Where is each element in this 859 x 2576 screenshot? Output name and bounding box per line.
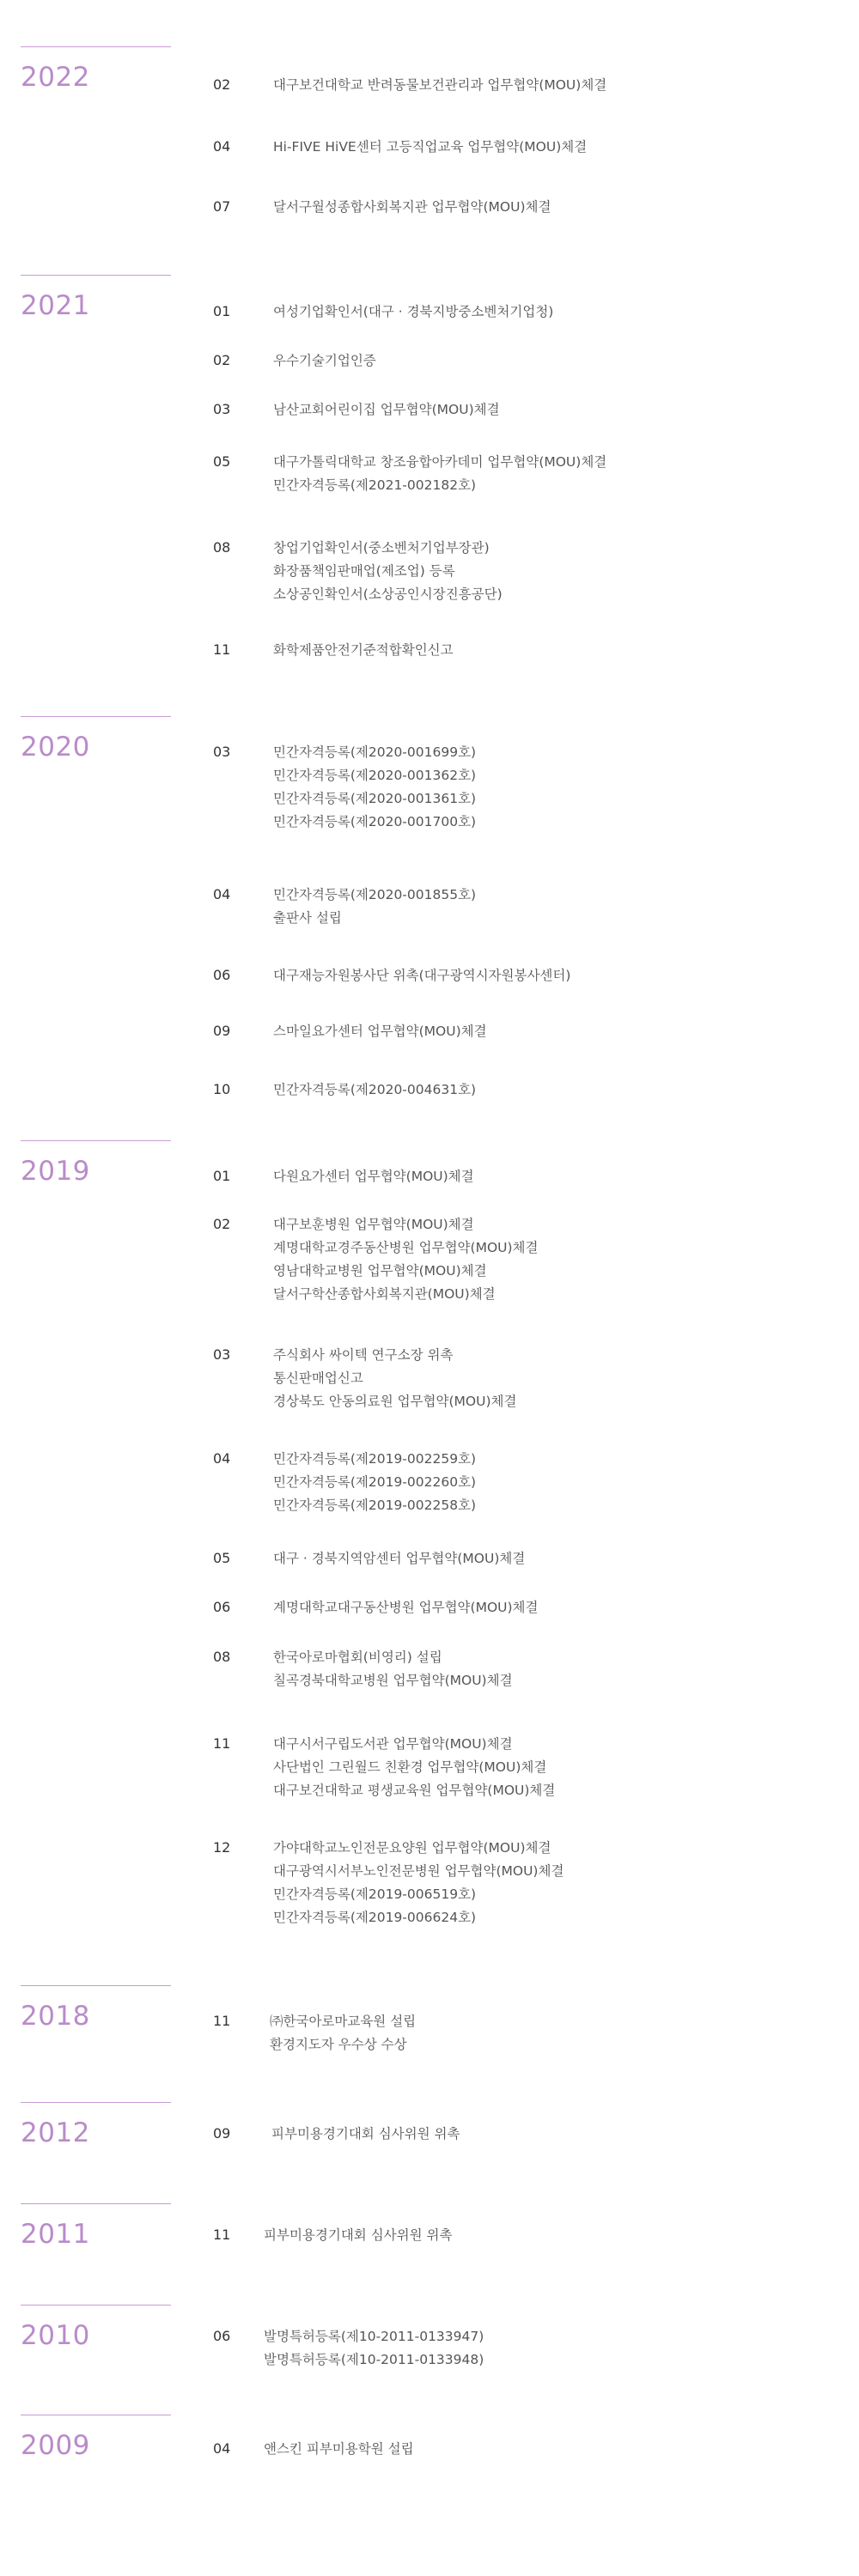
entry-line: 통신판매업신고 <box>273 1370 363 1386</box>
entry-line: 발명특허등록(제10-2011-0133948) <box>264 2352 484 2367</box>
entry-description <box>273 72 606 99</box>
entry-description <box>273 449 606 499</box>
year-label: 2010 <box>21 2320 90 2351</box>
entry-line: 달서구월성종합사회복지관 업무협약(MOU)체결 <box>273 199 551 215</box>
year-label: 2018 <box>21 2001 90 2032</box>
entry-description <box>271 2121 460 2148</box>
entry-description <box>273 134 587 161</box>
entry-line: 대구가톨릭대학교 창조융합아카데미 업무협약(MOU)체결 <box>273 454 607 470</box>
entry-description <box>273 1018 487 1045</box>
year-label: 2022 <box>21 62 90 93</box>
entry-month: 01 <box>213 1168 231 1184</box>
entry-line: 발명특허등록(제10-2011-0133947) <box>264 2329 484 2344</box>
year-divider <box>21 2203 171 2204</box>
entry-line: 대구재능자원봉사단 위촉(대구광역시자원봉사센터) <box>273 968 571 983</box>
entry-line: 한국아로마협회(비영리) 설립 <box>273 1649 442 1665</box>
entry-month: 02 <box>213 1216 231 1232</box>
entry-line: 대구보건대학교 반려동물보건관리과 업무협약(MOU)체결 <box>273 77 607 93</box>
year-label: 2020 <box>21 732 90 762</box>
entry-month: 02 <box>213 76 231 93</box>
entry-line: 스마일요가센터 업무협약(MOU)체결 <box>273 1024 487 1039</box>
entry-month: 08 <box>213 1649 231 1665</box>
entry-description <box>273 299 553 325</box>
entry-line: 민간자격등록(제2020-001700호) <box>273 814 477 829</box>
entry-month: 03 <box>213 1346 231 1363</box>
entry-description <box>273 348 376 374</box>
entry-month: 05 <box>213 453 231 470</box>
year-label: 2019 <box>21 1156 90 1187</box>
entry-month: 04 <box>213 886 231 902</box>
entry-line: 민간자격등록(제2020-001361호) <box>273 791 477 806</box>
entry-line: 대구보건대학교 평생교육원 업무협약(MOU)체결 <box>273 1783 556 1798</box>
entry-month: 11 <box>213 641 231 658</box>
entry-line: 소상공인확인서(소상공인시장진흥공단) <box>273 586 503 602</box>
year-label: 2011 <box>21 2219 90 2250</box>
entry-description <box>273 194 551 221</box>
entry-month: 07 <box>213 198 231 215</box>
entry-month: 11 <box>213 2227 231 2243</box>
year-divider <box>21 2102 171 2103</box>
year-divider <box>21 275 171 276</box>
entry-description <box>273 1446 476 1519</box>
entry-description <box>273 739 476 835</box>
entry-description <box>264 2324 484 2373</box>
entry-line: 달서구학산종합사회복지관(MOU)체결 <box>273 1286 496 1302</box>
entry-month: 03 <box>213 744 231 760</box>
entry-line: Hi-FIVE HiVE센터 고등직업교육 업무협약(MOU)체결 <box>273 139 588 155</box>
entry-month: 09 <box>213 1023 231 1039</box>
entry-line: 민간자격등록(제2019-006624호) <box>273 1910 477 1925</box>
entry-line: 화장품책임판매업(제조업) 등록 <box>273 563 455 579</box>
entry-description <box>273 1595 538 1621</box>
entry-line: 환경지도자 우수상 수상 <box>270 2037 407 2052</box>
year-divider <box>21 2305 171 2306</box>
entry-month: 10 <box>213 1081 231 1097</box>
entry-description <box>273 1835 564 1931</box>
entry-line: 대구 · 경북지역암센터 업무협약(MOU)체결 <box>273 1551 526 1566</box>
entry-month: 06 <box>213 967 231 983</box>
entry-month: 03 <box>213 401 231 417</box>
entry-description <box>264 2436 414 2463</box>
entry-line: 남산교회어린이집 업무협약(MOU)체결 <box>273 402 500 417</box>
entry-line: 계명대학교대구동산병원 업무협약(MOU)체결 <box>273 1600 539 1615</box>
year-label: 2021 <box>21 290 90 321</box>
entry-line: 민간자격등록(제2019-002259호) <box>273 1451 477 1467</box>
entry-description <box>273 637 454 664</box>
entry-line: 영남대학교병원 업무협약(MOU)체결 <box>273 1263 487 1279</box>
entry-line: 민간자격등록(제2019-006519호) <box>273 1886 477 1902</box>
year-label: 2012 <box>21 2117 90 2148</box>
entry-line: 대구광역시서부노인전문병원 업무협약(MOU)체결 <box>273 1863 564 1879</box>
entry-description <box>273 963 570 989</box>
entry-month: 06 <box>213 1599 231 1615</box>
entry-line: 민간자격등록(제2019-002260호) <box>273 1474 477 1490</box>
entry-description <box>273 1546 525 1572</box>
entry-description <box>273 1731 555 1804</box>
entry-month: 04 <box>213 2440 231 2457</box>
entry-description <box>273 1212 538 1308</box>
entry-description <box>273 882 476 932</box>
entry-description <box>273 1342 516 1415</box>
entry-month: 04 <box>213 138 231 155</box>
entry-description <box>273 397 500 423</box>
entry-line: 대구보훈병원 업무협약(MOU)체결 <box>273 1217 474 1232</box>
entry-line: 사단법인 그린월드 친환경 업무협약(MOU)체결 <box>273 1759 547 1775</box>
entry-line: 피부미용경기대회 심사위원 위촉 <box>264 2227 453 2243</box>
entry-line: 우수기술기업인증 <box>273 353 376 368</box>
entry-month: 09 <box>213 2125 231 2142</box>
entry-month: 05 <box>213 1550 231 1566</box>
entry-line: 주식회사 싸이텍 연구소장 위촉 <box>273 1347 454 1363</box>
entry-description <box>273 535 503 608</box>
entry-month: 11 <box>213 2013 231 2029</box>
entry-description <box>273 1163 474 1190</box>
entry-description <box>273 1077 476 1103</box>
entry-description <box>273 1644 513 1694</box>
entry-line: 민간자격등록(제2020-001855호) <box>273 887 477 902</box>
entry-line: 민간자격등록(제2020-004631호) <box>273 1082 477 1097</box>
entry-month: 08 <box>213 539 231 556</box>
year-divider <box>21 46 171 47</box>
entry-month: 04 <box>213 1450 231 1467</box>
entry-line: 민간자격등록(제2019-002258호) <box>273 1498 477 1513</box>
entry-line: 민간자격등록(제2020-001362호) <box>273 768 477 783</box>
entry-line: 창업기업확인서(중소벤처기업부장관) <box>273 540 490 556</box>
entry-line: 민간자격등록(제2020-001699호) <box>273 744 477 760</box>
entry-line: 피부미용경기대회 심사위원 위촉 <box>271 2126 460 2142</box>
entry-line: 경상북도 안동의료원 업무협약(MOU)체결 <box>273 1394 517 1409</box>
year-divider <box>21 1140 171 1141</box>
entry-month: 01 <box>213 303 231 319</box>
entry-month: 11 <box>213 1735 231 1752</box>
entry-month: 12 <box>213 1839 231 1856</box>
entry-line: ㈜한국아로마교육원 설립 <box>270 2014 417 2029</box>
entry-month: 02 <box>213 352 231 368</box>
entry-line: 여성기업확인서(대구 · 경북지방중소벤처기업청) <box>273 304 554 319</box>
entry-month: 06 <box>213 2328 231 2344</box>
entry-line: 대구시서구립도서관 업무협약(MOU)체결 <box>273 1736 513 1752</box>
entry-line: 화학제품안전기준적합확인신고 <box>273 642 454 658</box>
entry-description <box>270 2008 416 2058</box>
entry-line: 다원요가센터 업무협약(MOU)체결 <box>273 1169 474 1184</box>
year-label: 2009 <box>21 2430 90 2461</box>
year-divider <box>21 1985 171 1986</box>
entry-line: 칠곡경북대학교병원 업무협약(MOU)체결 <box>273 1673 513 1688</box>
entry-description <box>264 2222 452 2249</box>
entry-line: 계명대학교경주동산병원 업무협약(MOU)체결 <box>273 1240 539 1255</box>
entry-line: 출판사 설립 <box>273 910 342 926</box>
entry-line: 앤스킨 피부미용학원 설립 <box>264 2441 414 2457</box>
entry-line: 가야대학교노인전문요양원 업무협약(MOU)체결 <box>273 1840 551 1856</box>
year-divider <box>21 716 171 717</box>
entry-line: 민간자격등록(제2021-002182호) <box>273 477 477 493</box>
